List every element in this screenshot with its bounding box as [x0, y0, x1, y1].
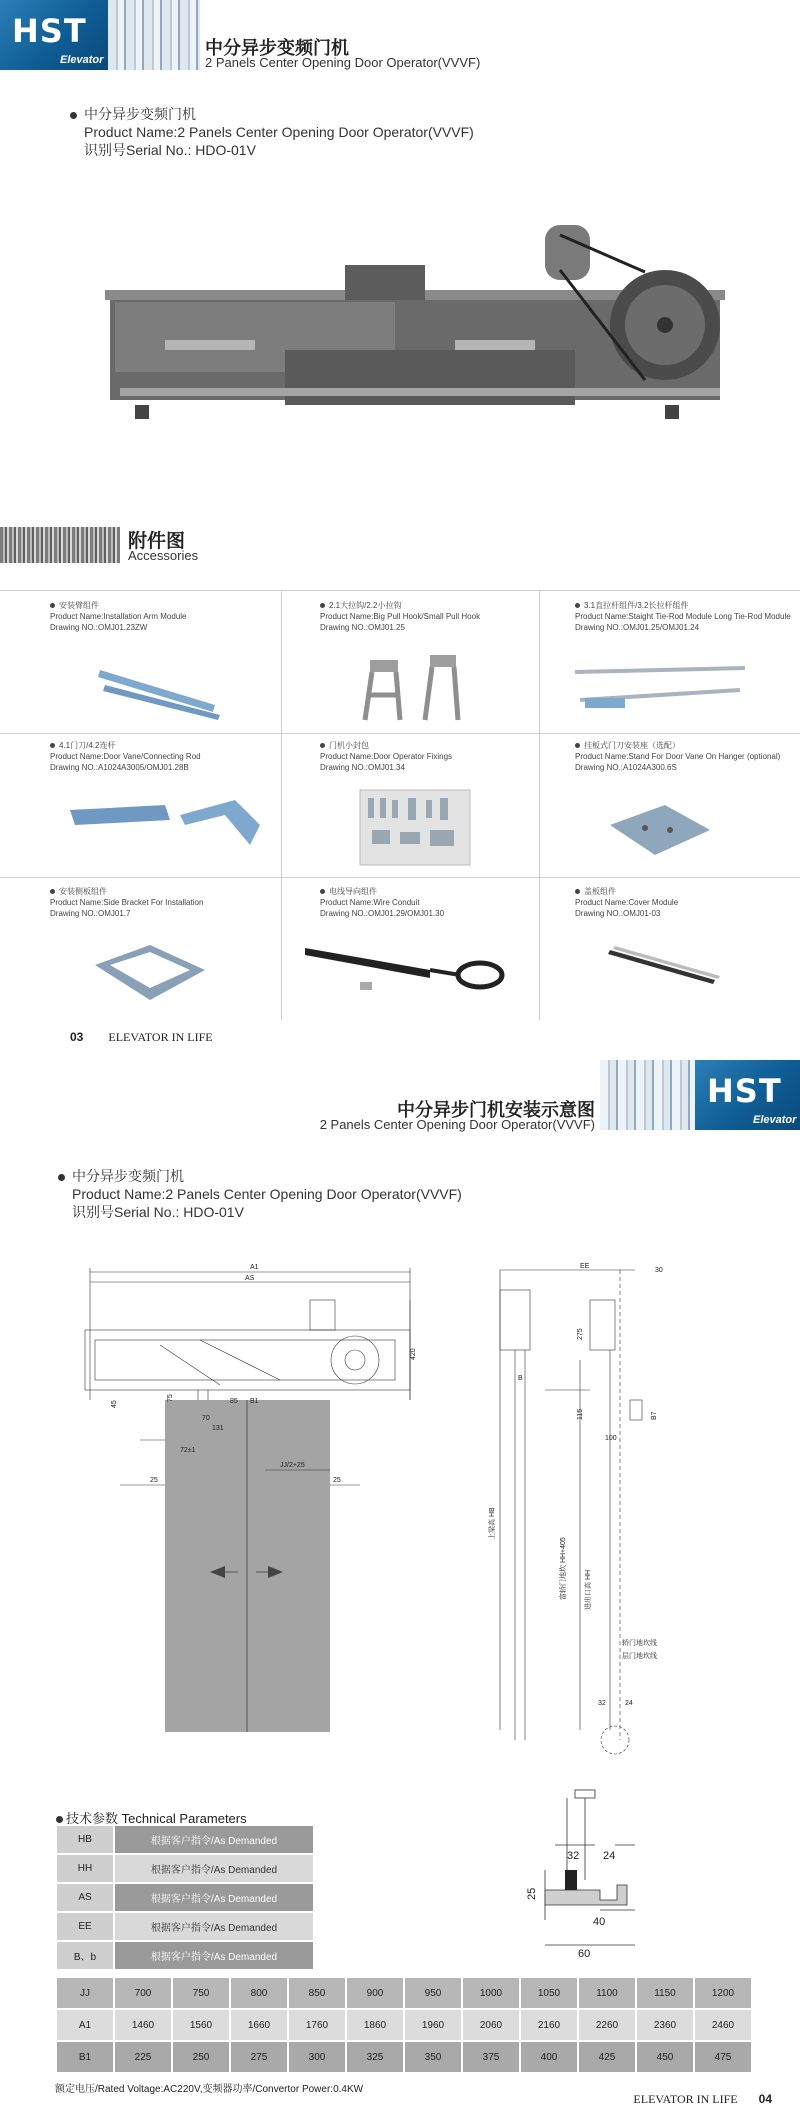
dim-85: 85 — [230, 1398, 238, 1405]
footer-text: ELEVATOR IN LIFE — [108, 1030, 213, 1044]
rated-voltage: 额定电压/Rated Voltage:AC220V,变频器功率/Convertor Power:0.4KW — [55, 2084, 364, 2095]
page-title-cn: 中分异步变频门机 — [205, 38, 349, 58]
table-row: HB 根据客户指令/As Demanded — [57, 1826, 313, 1853]
page-number: 03 — [70, 1030, 84, 1044]
front-installation-drawing — [80, 1260, 420, 1760]
accessory-item: 2.1大拉钩/2.2小拉钩 Product Name:Big Pull Hook/Small Pull Hook Drawing NO.:OMJ01.25 — [320, 601, 481, 632]
product-name-cn: 中分异步变频门机 — [72, 1168, 184, 1184]
accessories-title-cn: 附件图 — [128, 531, 186, 552]
page-footer-2 — [633, 2092, 772, 2107]
table-row: HH 根据客户指令/As Demanded — [57, 1855, 313, 1882]
grid-divider — [539, 590, 540, 1020]
product-name-en: Product Name:2 Panels Center Opening Door Operator(VVVF) — [72, 1186, 462, 1202]
dimension-table — [55, 1976, 753, 2074]
vane-stand-image — [605, 800, 715, 860]
page-title-en: 2 Panels Center Opening Door Operator(VVVF) — [319, 1117, 595, 1132]
logo-brand: HST — [707, 1072, 782, 1110]
dim-24: 24 — [625, 1700, 633, 1707]
dim-70: 70 — [202, 1415, 210, 1422]
logo-block — [0, 0, 200, 70]
bullet-dot — [56, 1816, 63, 1823]
cover-module-image — [605, 940, 725, 985]
product-name-cn: 中分异步变频门机 — [84, 106, 196, 122]
installation-arm-image — [95, 660, 225, 720]
accessory-item: 3.1直拉杆组件/3.2长拉杆组件 Product Name:Staight Tie-Rod Module Long Tie-Rod Module Drawing NO.:OMJ01.25/OMJ01.24 — [575, 601, 791, 632]
dim-hh: 进出口高 HH — [585, 1569, 592, 1610]
grid-divider — [0, 733, 800, 734]
serial-number: 识别号Serial No.: HDO-01V — [72, 1204, 244, 1220]
table-row-a1: A1 1460 1560 1660 1760 1860 1960 2060 2160 2260 2360 2460 — [57, 2010, 751, 2040]
accessory-item: 安装侧板组件 Product Name:Side Bracket For Installation Drawing NO.:OMJ01.7 — [50, 887, 204, 918]
accessories-bar — [0, 527, 120, 563]
dim-115: 115 — [577, 1408, 584, 1420]
side-installation-drawing — [470, 1260, 670, 1760]
product-info — [58, 1166, 462, 1222]
accessory-item: 门机小封包 Product Name:Door Operator Fixings Drawing NO.:OMJ01.34 — [320, 741, 453, 772]
dim-hb: 上梁高 HB — [489, 1507, 496, 1540]
bullet-dot — [58, 1174, 65, 1181]
accessory-item: 电线导向组件 Product Name:Wire Conduit Drawing NO.:OMJ01.29/OMJ01.30 — [320, 887, 445, 918]
page-number: 04 — [758, 2092, 772, 2106]
dim-30: 30 — [655, 1267, 663, 1274]
sec-32: 32 — [567, 1850, 580, 1862]
landing-sill-line: 层门地坎线 — [622, 1653, 657, 1660]
sec-25: 25 — [526, 1887, 538, 1900]
dim-jj: JJ/2+25 — [280, 1462, 305, 1469]
page-footer — [70, 1030, 213, 1045]
product-name-en: Product Name:2 Panels Center Opening Door Operator(VVVF) — [84, 124, 474, 140]
dim-25-left: 25 — [150, 1477, 158, 1484]
dim-275: 275 — [577, 1328, 584, 1340]
car-sill-line: 轿门地坎线 — [622, 1640, 657, 1647]
table-row-jj: JJ 700 750 800 850 900 950 1000 1050 1100 1150 1200 — [57, 1978, 751, 2008]
dim-b7: B7 — [651, 1411, 658, 1420]
logo-stripes — [108, 0, 200, 70]
tie-rod-image — [570, 660, 750, 720]
params-title: 技术参数 Technical Parameters — [56, 1808, 247, 1827]
params-table — [55, 1824, 315, 1971]
bullet-dot — [70, 112, 77, 119]
page-title-cn: 中分异步门机安装示意图 — [397, 1100, 595, 1120]
sec-24: 24 — [603, 1850, 616, 1862]
dim-420: 420 — [410, 1348, 417, 1360]
logo-brand: HST — [12, 12, 87, 50]
accessory-item: 挂板式门刀安装座（选配） Product Name:Stand For Door Vane On Hanger (optional) Drawing NO.:A1024A300.6S — [575, 741, 781, 772]
dim-75: 75 — [167, 1394, 174, 1402]
sill-section-drawing — [505, 1785, 665, 1960]
door-vane-image — [65, 795, 265, 855]
logo-block-2 — [600, 1060, 800, 1130]
dim-hh405: 富轿门地坎 HH+405 — [560, 1537, 567, 1600]
logo-stripes — [600, 1060, 695, 1130]
table-row: AS 根据客户指令/As Demanded — [57, 1884, 313, 1911]
wire-conduit-image — [300, 940, 515, 1000]
footer-text: ELEVATOR IN LIFE — [633, 2092, 738, 2106]
dim-100: 100 — [605, 1435, 617, 1442]
dim-as: AS — [245, 1275, 255, 1282]
dim-a1: A1 — [250, 1264, 259, 1271]
grid-divider — [0, 590, 800, 591]
serial-number: 识别号Serial No.: HDO-01V — [84, 142, 256, 158]
grid-divider — [0, 877, 800, 878]
accessories-title-en: Accessories — [128, 548, 199, 563]
grid-divider — [281, 590, 282, 1020]
sec-40: 40 — [593, 1916, 606, 1928]
accessory-item: 安装臂组件 Product Name:Installation Arm Module Drawing NO.:OMJ01.23ZW — [50, 601, 187, 632]
logo — [695, 1060, 800, 1130]
logo-sub: Elevator — [60, 54, 104, 66]
dim-ee: EE — [580, 1263, 590, 1270]
table-row-b1: B1 225 250 275 300 325 350 375 400 425 450 475 — [57, 2042, 751, 2072]
dim-b1: B1 — [250, 1398, 259, 1405]
dim-72: 72±1 — [180, 1447, 196, 1454]
table-row: B、b 根据客户指令/As Demanded — [57, 1942, 313, 1969]
dim-131: 131 — [212, 1425, 224, 1432]
logo — [0, 0, 108, 70]
fixings-board-image — [358, 788, 473, 868]
table-row: EE 根据客户指令/As Demanded — [57, 1913, 313, 1940]
pull-hook-image — [360, 650, 470, 725]
door-operator-image — [105, 210, 725, 425]
logo-sub: Elevator — [753, 1114, 797, 1126]
dim-45: 45 — [111, 1400, 118, 1408]
side-bracket-image — [90, 940, 210, 1005]
product-info — [70, 104, 474, 160]
dim-25-right: 25 — [333, 1477, 341, 1484]
dim-32: 32 — [598, 1700, 606, 1707]
dim-b: B — [518, 1375, 523, 1382]
accessory-item: 盖板组件 Product Name:Cover Module Drawing NO.:OMJ01-03 — [575, 887, 679, 918]
page-title-en: 2 Panels Center Opening Door Operator(VVVF) — [205, 55, 481, 70]
sec-60: 60 — [578, 1948, 591, 1960]
accessory-item: 4.1门刀/4.2连杆 Product Name:Door Vane/Connecting Rod Drawing NO.:A1024A3005/OMJ01.28B — [50, 741, 201, 772]
